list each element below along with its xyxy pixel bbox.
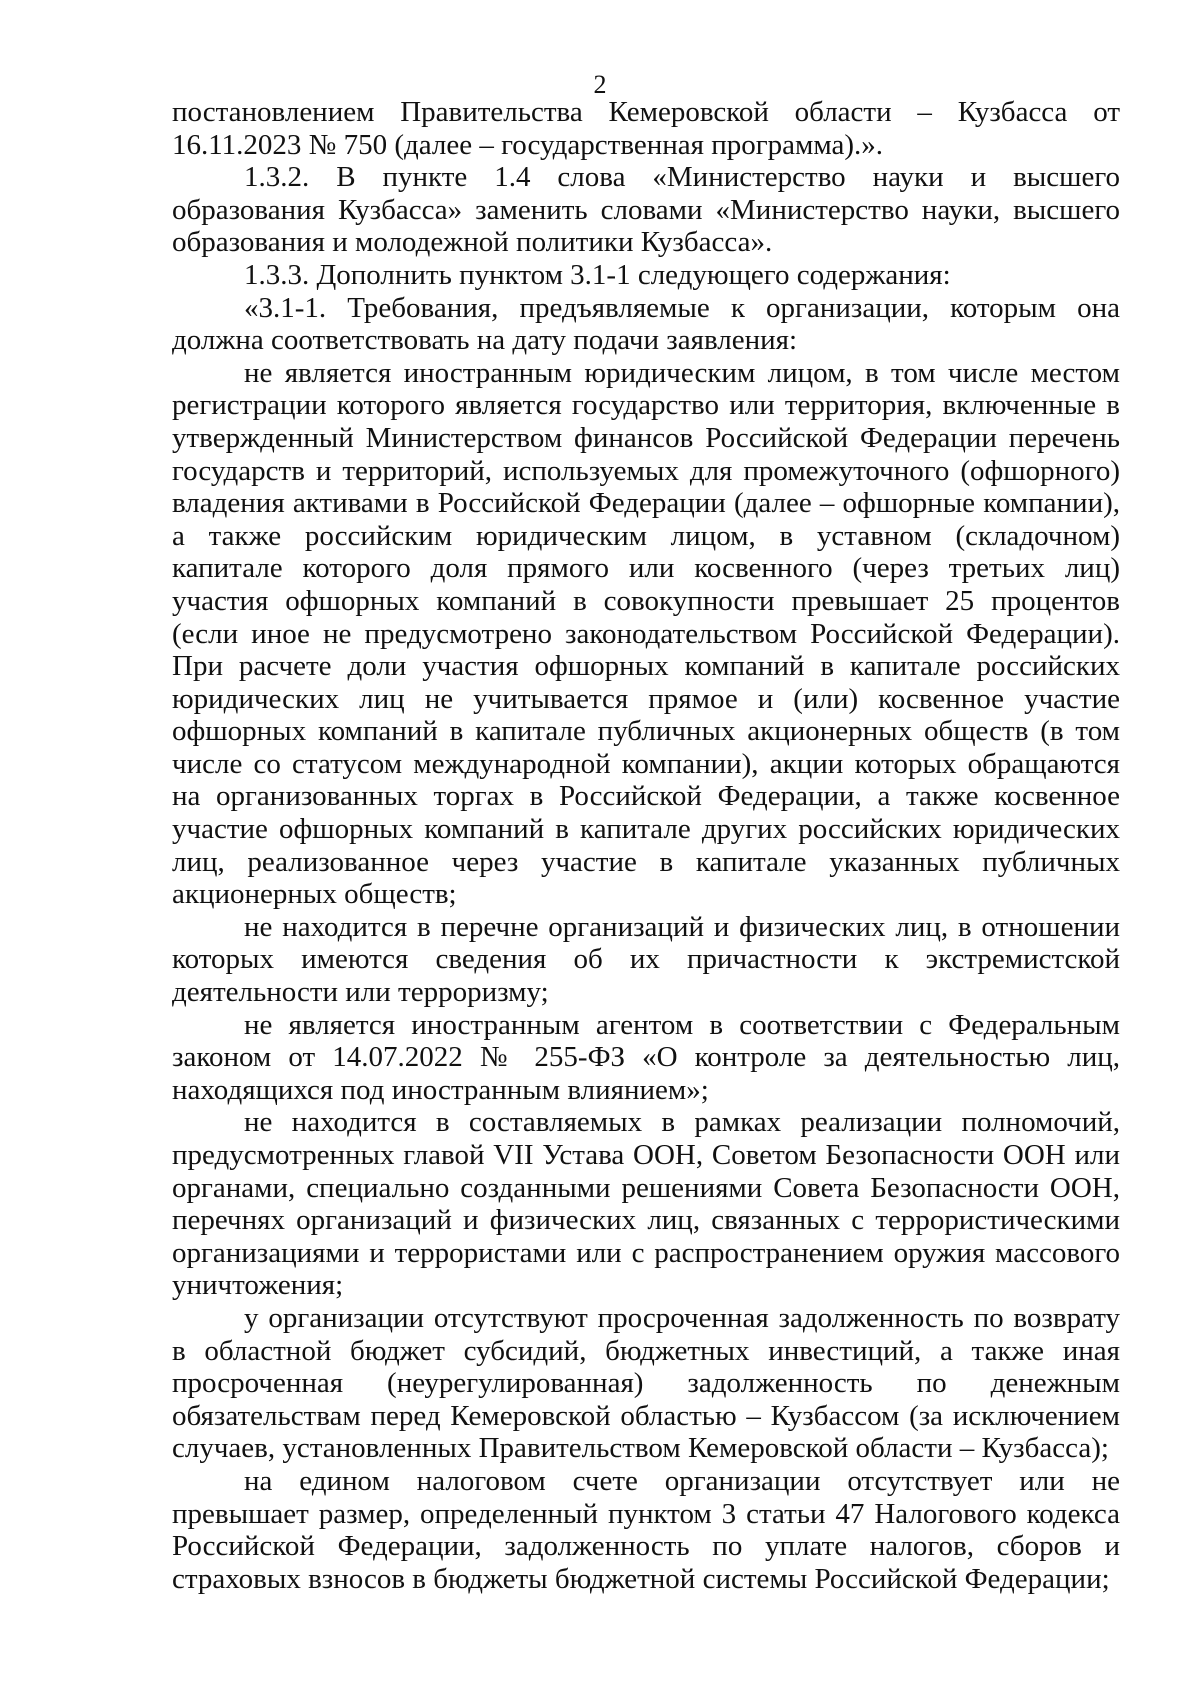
requirement-not-un-list: не находится в составляемых в рамках реализации полномочий, предусмотренных главой VII Устава ООН, Советом Безопасности ООН или органами, специально созданными решениями Совета Безопасности ООН, перечнях организаций и физических лиц, связанных с террористическими организациями и террористами или с распространением оружия массового уничтожения; — [172, 1106, 1120, 1302]
requirement-not-foreign-agent: не является иностранным агентом в соответствии с Федеральным законом от 14.07.2022 № 255-ФЗ «О контроле за деятельностью лиц, находящихся под иностранным влиянием»; — [172, 1008, 1120, 1106]
requirement-not-extremist-list: не находится в перечне организаций и физических лиц, в отношении которых имеются сведения об их причастности к экстремистской деятельности или терроризму; — [172, 910, 1120, 1009]
requirement-no-overdue-debt: у организации отсутствуют просроченная задолженность по возврату в областной бюджет субсидий, бюджетных инвестиций, а также иная просроченная (неурегулированная) задолженность по денежным обязательствам перед Кемеровской областью – Кузбассом (за исключением случаев, установленных Правительством Кемеровской области – Кузбасса); — [172, 1301, 1120, 1465]
requirement-not-foreign-entity: не является иностранным юридическим лицом, в том числе местом регистрации которого является государство или территория, включенные в утвержденный Министерством финансов Российской Федерации перечень государств и территорий, используемых для промежуточного (офшорного) владения активами в Российской Федерации (далее – офшорные компании), а также российским юридическим лицом, в уставном (складочном) капитале которого доля прямого или косвенного (через третьих лиц) участия офшорных компаний в совокупности превышает 25 процентов (если иное не предусмотрено законодательством Российской Федерации). При расчете доли участия офшорных компаний в капитале российских юридических лиц не учитывается прямое и (или) косвенное участие офшорных компаний в капитале публичных акционерных обществ (в том числе со статусом международной компании), акции которых обращаются на организованных торгах в Российской Федерации, а также косвенное участие офшорных компаний в капитале других российских юридических лиц, реализованное через участие в капитале указанных публичных акционерных обществ; — [172, 356, 1120, 911]
paragraph-3-1-1: «3.1-1. Требования, предъявляемые к организации, которым она должна соответствовать на дату подачи заявления: — [172, 291, 1120, 357]
paragraph-continuation: постановлением Правительства Кемеровской области – Кузбасса от 16.11.2023 № 750 (далее – государственная программа).». — [172, 96, 1120, 161]
requirement-tax-account: на едином налоговом счете организации отсутствует или не превышает размер, определенный пунктом 3 статьи 47 Налогового кодекса Российской Федерации, задолженность по уплате налогов, сборов и страховых взносов в бюджеты бюджетной системы Российской Федерации; — [172, 1464, 1120, 1595]
paragraph-1-3-3: 1.3.3. Дополнить пунктом 3.1-1 следующего содержания: — [244, 258, 951, 291]
document-body — [172, 96, 1120, 1595]
page-number: 2 — [593, 70, 607, 99]
paragraph-1-3-2: 1.3.2. В пункте 1.4 слова «Министерство науки и высшего образования Кузбасса» заменить словами «Министерство науки, высшего образования и молодежной политики Кузбасса». — [172, 161, 1120, 259]
